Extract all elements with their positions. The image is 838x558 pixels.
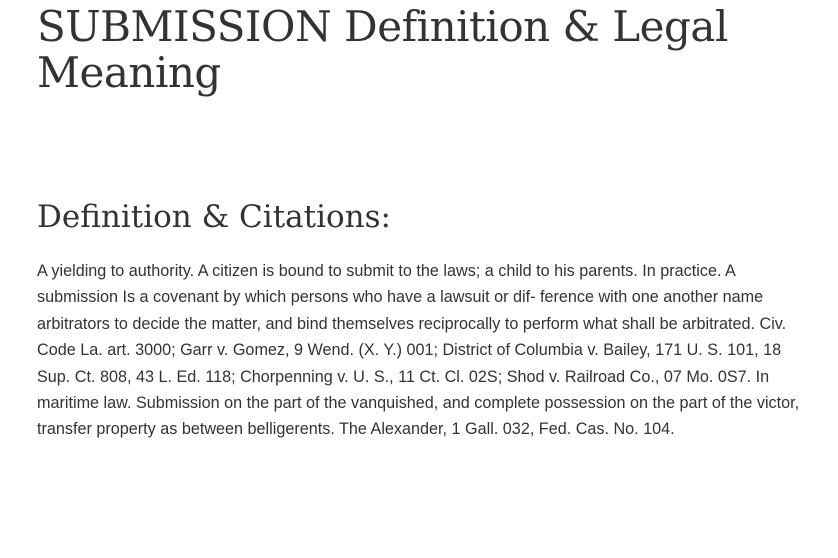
page-title: SUBMISSION Definition & Legal Meaning: [37, 2, 728, 97]
definition-text: A yielding to authority. A citizen is bound to submit to the laws; a child to his parents. In practice. A submission Is a covenant by which persons who have a lawsuit or dif- ference with one another name arbitrators to decide the matter, and bind themselves reciprocally to perform what shall be arbitrated. Civ. Code La. art. 3000; Garr v. Gomez, 9 Wend. (X. Y.) 001; District of Columbia v. Bailey, 171 U. S. 101, 18 Sup. Ct. 808, 43 L. Ed. 118; Chorpenning v. U. S., 11 Ct. Cl. 02S; Shod v. Railroad Co., 07 Mo. 0S7. In maritime law. Submission on the part of the vanquished, and complete possession on the part of the victor, transfer property as between belligerents. The Alexander, 1 Gall. 032, Fed. Cas. No. 104.: [37, 262, 800, 439]
section-heading: Definition & Citations:: [37, 199, 391, 235]
